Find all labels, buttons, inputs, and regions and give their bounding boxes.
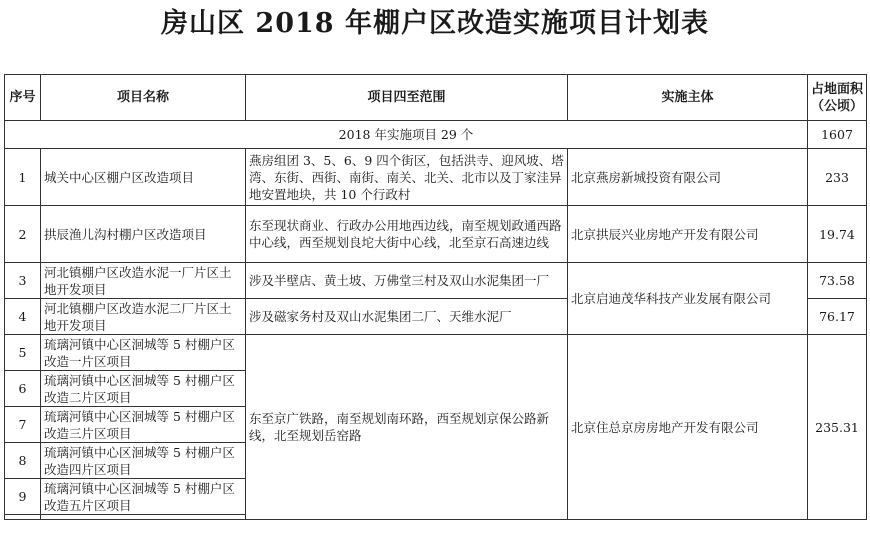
row-area: 73.58	[808, 263, 867, 299]
row-name: 琉璃河镇中心区洄城等 5 村棚户区改造二片区项目	[41, 371, 246, 407]
header-seq: 序号	[5, 75, 41, 121]
row-seq: 7	[5, 407, 41, 443]
row-name: 河北镇棚户区改造水泥二厂片区土地开发项目	[41, 299, 246, 335]
row-name: 琉璃河镇中心区洄城等 5 村棚户区改造三片区项目	[41, 407, 246, 443]
summary-area: 1607	[808, 121, 867, 149]
summary-label: 2018 年实施项目 29 个	[5, 121, 808, 149]
project-plan-table	[4, 74, 867, 520]
table-row	[5, 149, 867, 206]
row-scope: 涉及磁家务村及双山水泥集团二厂、天维水泥厂	[246, 299, 568, 335]
row-seq: 5	[5, 335, 41, 371]
row-name: 琉璃河镇中心区洄城等 5 村棚户区改造五片区项目	[41, 479, 246, 515]
table-row	[5, 335, 867, 371]
header-scope: 项目四至范围	[246, 75, 568, 121]
page-title: 房山区 2018 年棚户区改造实施项目计划表	[161, 8, 709, 39]
row-name: 琉璃河镇中心区洄城等 5 村棚户区改造一片区项目	[41, 335, 246, 371]
row-area: 76.17	[808, 299, 867, 335]
row-scope: 东至现状商业、行政办公用地西边线，南至规划政通西路中心线，西至规划良坨大街中心线，北至京石高速边线	[246, 206, 568, 263]
row-name: 河北镇棚户区改造水泥一厂片区土地开发项目	[41, 263, 246, 299]
row-area: 233	[808, 149, 867, 206]
row-name: 拱辰渔儿沟村棚户区改造项目	[41, 206, 246, 263]
row-area: 235.31	[808, 335, 867, 520]
row-seq: 6	[5, 371, 41, 407]
header-area: 占地面积（公顷）	[808, 75, 867, 121]
row-scope: 涉及半壁店、黄土坡、万佛堂三村及双山水泥集团一厂	[246, 263, 568, 299]
row-seq: 9	[5, 479, 41, 515]
row-name	[41, 515, 246, 520]
row-seq	[5, 515, 41, 520]
row-scope: 东至京广铁路，南至规划南环路，西至规划京保公路新线，北至规划岳窑路	[246, 335, 568, 520]
row-entity: 北京启迪茂华科技产业发展有限公司	[568, 263, 808, 335]
row-scope: 燕房组团 3、5、6、9 四个街区，包括洪寺、迎风坡、塔湾、东街、西街、南街、南关、北关、北市以及丁家洼异地安置地块，共 10 个行政村	[246, 149, 568, 206]
table-row	[5, 206, 867, 263]
row-seq: 3	[5, 263, 41, 299]
row-seq: 1	[5, 149, 41, 206]
row-seq: 8	[5, 443, 41, 479]
table-row	[5, 263, 867, 299]
summary-row	[5, 121, 867, 149]
row-name: 琉璃河镇中心区洄城等 5 村棚户区改造四片区项目	[41, 443, 246, 479]
row-entity: 北京住总京房房地产开发有限公司	[568, 335, 808, 520]
table-header-row	[5, 75, 867, 121]
header-entity: 实施主体	[568, 75, 808, 121]
row-seq: 4	[5, 299, 41, 335]
row-area: 19.74	[808, 206, 867, 263]
row-entity: 北京拱辰兴业房地产开发有限公司	[568, 206, 808, 263]
header-name: 项目名称	[41, 75, 246, 121]
row-name: 城关中心区棚户区改造项目	[41, 149, 246, 206]
row-entity: 北京燕房新城投资有限公司	[568, 149, 808, 206]
row-seq: 2	[5, 206, 41, 263]
